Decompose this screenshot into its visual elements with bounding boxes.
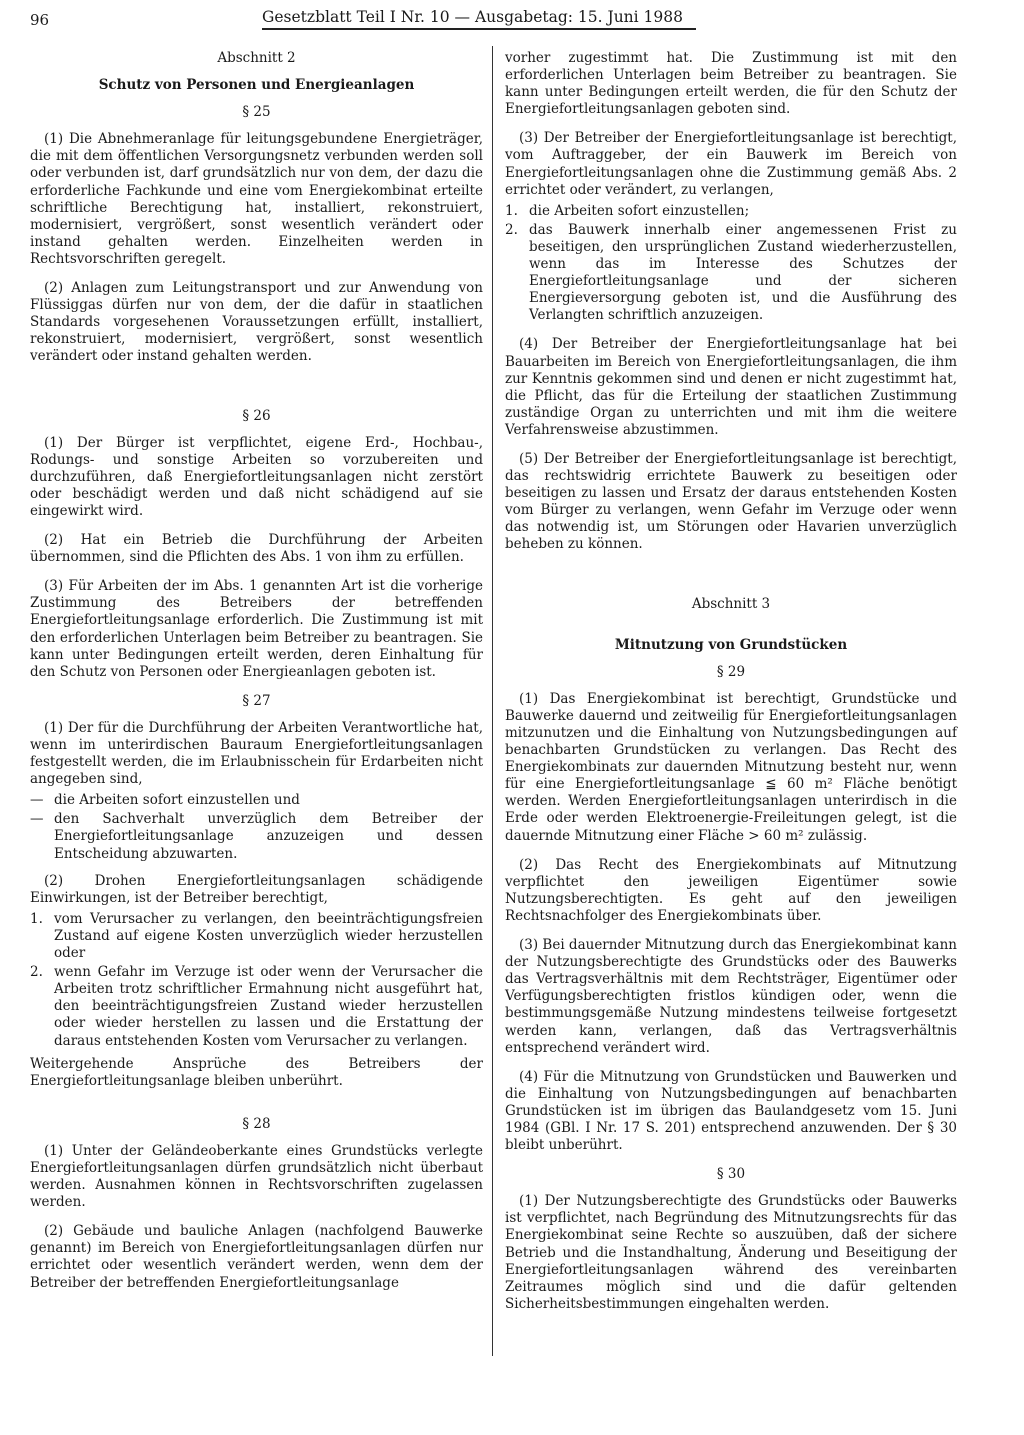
paragraph-number: § 26 xyxy=(242,407,271,424)
paragraph-text: (5) Der Betreiber der Energiefortleitungsanlage ist berechtigt, das rechtswidrig errichtete Bauwerk zu beseitigen oder beseitigen zu lassen und Ersatz der daraus entstehenden Kosten vom Bürger zu verlangen, wenn Gefahr im Verzuge oder wenn das notwendig ist, um Störungen oder Havarien unverzüglich beheben zu können. xyxy=(505,450,957,553)
list-text: die Arbeiten sofort einzustellen und xyxy=(54,792,300,809)
paragraph-text: (2) Das Recht des Energiekombinats auf Mitnutzung verpflichtet den jeweiligen Eigentümer sowie Nutzungsberechtigten. Es geht auf den jeweiligen Rechtsnachfolger des Energiekombinats über. xyxy=(505,856,957,924)
list-item xyxy=(30,792,483,809)
list-item xyxy=(505,222,957,325)
list-item xyxy=(30,964,483,1049)
paragraph-text: (2) Drohen Energiefortleitungsanlagen schädigende Einwirkungen, ist der Betreiber berechtigt, xyxy=(30,872,483,906)
list-text: die Arbeiten sofort einzustellen; xyxy=(529,202,750,219)
paragraph-text: (4) Für die Mitnutzung von Grundstücken und Bauwerken und die Einhaltung von Nutzungsbedingungen auf benachbarten Grundstücken ist im übrigen das Baulandgesetz vom 15. Juni 1984 (GBl. I Nr. 17 S. 201) entsprechend anzuwenden. Der § 30 bleibt unberührt. xyxy=(505,1068,957,1154)
paragraph-text: (2) Gebäude und bauliche Anlagen (nachfolgend Bauwerke genannt) im Bereich von Energiefortleitungsanlagen dürfen nur errichtet oder wesentlich verändert werden, wenn dem der Betreiber der betreffenden Energiefortleitungsanlage xyxy=(30,1223,483,1291)
section-title: Schutz von Personen und Energieanlagen xyxy=(98,77,415,94)
list-item xyxy=(30,911,483,962)
paragraph-number: § 28 xyxy=(242,1115,271,1132)
section-title: Mitnutzung von Grundstücken xyxy=(614,636,848,653)
list-text: wenn Gefahr im Verzuge ist oder wenn der Verursacher die Arbeiten trotz schriftlicher Ermahnung nicht ausgeführt hat, den beeinträchtigungsfreien Zustand wieder herzustellen oder wieder herstellen zu lassen und die Erstattung der daraus entstehenden Kosten vom Verursacher zu verlangen. xyxy=(54,964,483,1049)
list-marker: 1. xyxy=(30,910,43,927)
paragraph-text: (3) Für Arbeiten der im Abs. 1 genannten Art ist die vorherige Zustimmung des Betreibers der betreffenden Energiefortleitungsanlage erforderlich. Die Zustimmung ist mit den erforderlichen Unterlagen beim Betreiber zu beantragen. Sie kann unter Bedingungen erteilt werden, deren Einhaltung für den Schutz von Personen oder Energieanlagen geboten ist. xyxy=(30,578,483,680)
paragraph-text: Weitergehende Ansprüche des Betreibers der Energiefortleitungsanlage bleiben unberührt. xyxy=(30,1055,483,1089)
paragraph-text: (1) Der für die Durchführung der Arbeiten Verantwortliche hat, wenn im unterirdischen Bauraum Energiefortleitungsanlagen festgestellt werden, die im Erlaubnisschein für Erdarbeiten nicht angegeben sind, xyxy=(30,719,483,788)
column-divider xyxy=(492,46,493,1356)
paragraph-text: (1) Unter der Geländeoberkante eines Grundstücks verlegte Energiefortleitungsanlagen dürfen grundsätzlich nicht überbaut werden. Ausnahmen können in Rechtsvorschriften zugelassen werden. xyxy=(30,1142,483,1211)
paragraph-text: (2) Hat ein Betrieb die Durchführung der Arbeiten übernommen, sind die Pflichten des Abs. 1 von ihm zu erfüllen. xyxy=(30,532,483,566)
paragraph-number: § 25 xyxy=(242,104,271,121)
paragraph-text: (2) Anlagen zum Leitungstransport und zur Anwendung von Flüssiggas dürfen nur von dem, der die dafür in staatlichen Standards vorgesehenen Voraussetzungen erfüllt, installiert, rekonstruiert, modernisiert, vergrößert, sonst wesentlich verändert oder instand gehalten werden. xyxy=(30,280,483,365)
paragraph-text: (1) Der Nutzungsberechtigte des Grundstücks oder Bauwerks ist verpflichtet, nach Begründung des Mitnutzungsrechts für das Energiekombinat seine Rechte so auszuüben, daß der sichere Betrieb und die Instandhaltung, Änderung und Beseitigung der Energiefortleitungsanlagen während des vereinbarten Zeitraumes möglich sind und die dafür geltenden Sicherheitsbestimmungen eingehalten werden. xyxy=(505,1193,957,1312)
list-marker: — xyxy=(30,811,44,828)
paragraph-number: § 29 xyxy=(716,663,746,680)
list-text: den Sachverhalt unverzüglich dem Betreiber der Energiefortleitungsanlage anzuzeigen und dessen Entscheidung abzuwarten. xyxy=(54,811,483,862)
list-marker: — xyxy=(30,792,44,809)
paragraph-text: (4) Der Betreiber der Energiefortleitungsanlage hat bei Bauarbeiten im Bereich von Energiefortleitungsanlagen, die ihm zur Kenntnis gekommen sind und denen er nicht zugestimmt hat, die Pflicht, das für die Erteilung der staatlichen Zustimmung zuständige Organ zu unterrichten und mit ihm die weitere Verfahrensweise abzustimmen. xyxy=(505,336,957,438)
paragraph-text: (1) Das Energiekombinat ist berechtigt, Grundstücke und Bauwerke dauernd und zeitweilig für Energiefortleitungsanlagen mitzunutzen und die Einhaltung von Nutzungsbedingungen auf benachbarten Grundstücken zu verlangen. Das Recht des Energiekombinats zur dauernden Mitnutzung besteht nur, wenn für eine Energiefortleitungsanlage ≦ 60 m² Fläche benötigt werden. Werden Energiefortleitungsanlagen unterirdisch in die Erde oder werden Elektroenergie-Freileitungen gelegt, ist die dauernde Mitnutzung einer Fläche > 60 m² zulässig. xyxy=(505,690,957,844)
paragraph-number: § 30 xyxy=(716,1166,746,1183)
list-marker: 2. xyxy=(505,221,518,238)
page-number: 96 xyxy=(30,11,50,29)
paragraph-text: (1) Die Abnehmeranlage für leitungsgebundene Energieträger, die mit dem öffentlichen Versorgungsnetz verbunden werden soll oder verbunden ist, darf grundsätzlich nur von dem, der dazu die erforderliche Fachkunde und eine vom Energiekombinat erteilte schriftliche Berechtigung hat, installiert, rekonstruiert, modernisiert, vergrößert, sonst wesentlich verändert oder instand gehalten werden. Einzelheiten werden in Rechtsvorschriften geregelt. xyxy=(30,131,483,267)
paragraph-text: (1) Der Bürger ist verpflichtet, eigene Erd-, Hochbau-, Rodungs- und sonstige Arbeiten so vorzubereiten und durchzuführen, daß Energiefortleitungsanlagen nicht zerstört oder beschädigt werden und daß nicht schädigend auf sie eingewirkt wird. xyxy=(30,434,483,519)
list-marker: 1. xyxy=(505,202,518,219)
right-column xyxy=(505,50,957,1325)
paragraph-number: § 27 xyxy=(242,692,271,709)
paragraph-text: vorher zugestimmt hat. Die Zustimmung ist mit den erforderlichen Unterlagen beim Betreiber zu beantragen. Sie kann unter Bedingungen erteilt werden, die für den Schutz der Energiefortleitungsanlagen geboten sind. xyxy=(505,50,957,118)
list-text: das Bauwerk innerhalb einer angemessenen Frist zu beseitigen, den ursprünglichen Zustand wiederherzustellen, wenn das im Interesse des Schutzes der Energiefortleitungsanlage und der sicheren Energieversorgung geboten ist, und die Ausführung des Verlangten schriftlich anzuzeigen. xyxy=(529,221,957,324)
list-text: vom Verursacher zu verlangen, den beeinträchtigungsfreien Zustand auf eigene Kosten unverzüglich wieder herzustellen oder xyxy=(54,910,483,962)
paragraph-text: (3) Der Betreiber der Energiefortleitungsanlage ist berechtigt, vom Auftraggeber, der ein Bauwerk im Bereich von Energiefortleitungsanlagen ohne die Zustimmung gemäß Abs. 2 errichtet oder verändert, zu verlangen, xyxy=(505,130,957,198)
page-header: Gesetzblatt Teil I Nr. 10 — Ausgabetag: 15. Juni 1988 xyxy=(262,8,696,30)
section-label: Abschnitt 2 xyxy=(217,50,296,66)
list-item xyxy=(30,811,483,862)
section-label: Abschnitt 3 xyxy=(691,595,771,612)
list-item xyxy=(505,203,957,220)
list-marker: 2. xyxy=(30,964,43,981)
left-column xyxy=(30,50,483,1304)
paragraph-text: (3) Bei dauernder Mitnutzung durch das Energiekombinat kann der Nutzungsberechtigte des Grundstücks oder des Bauwerks das Vertragsverhältnis mit dem Rechtsträger, Eigentümer oder Verfügungsberechtigten fristlos kündigen oder, wenn die bestimmungsgemäße Nutzung mindestens teilweise fortgesetzt werden kann, verlangen, daß das Vertragsverhältnis entsprechend verändert wird. xyxy=(505,937,957,1056)
